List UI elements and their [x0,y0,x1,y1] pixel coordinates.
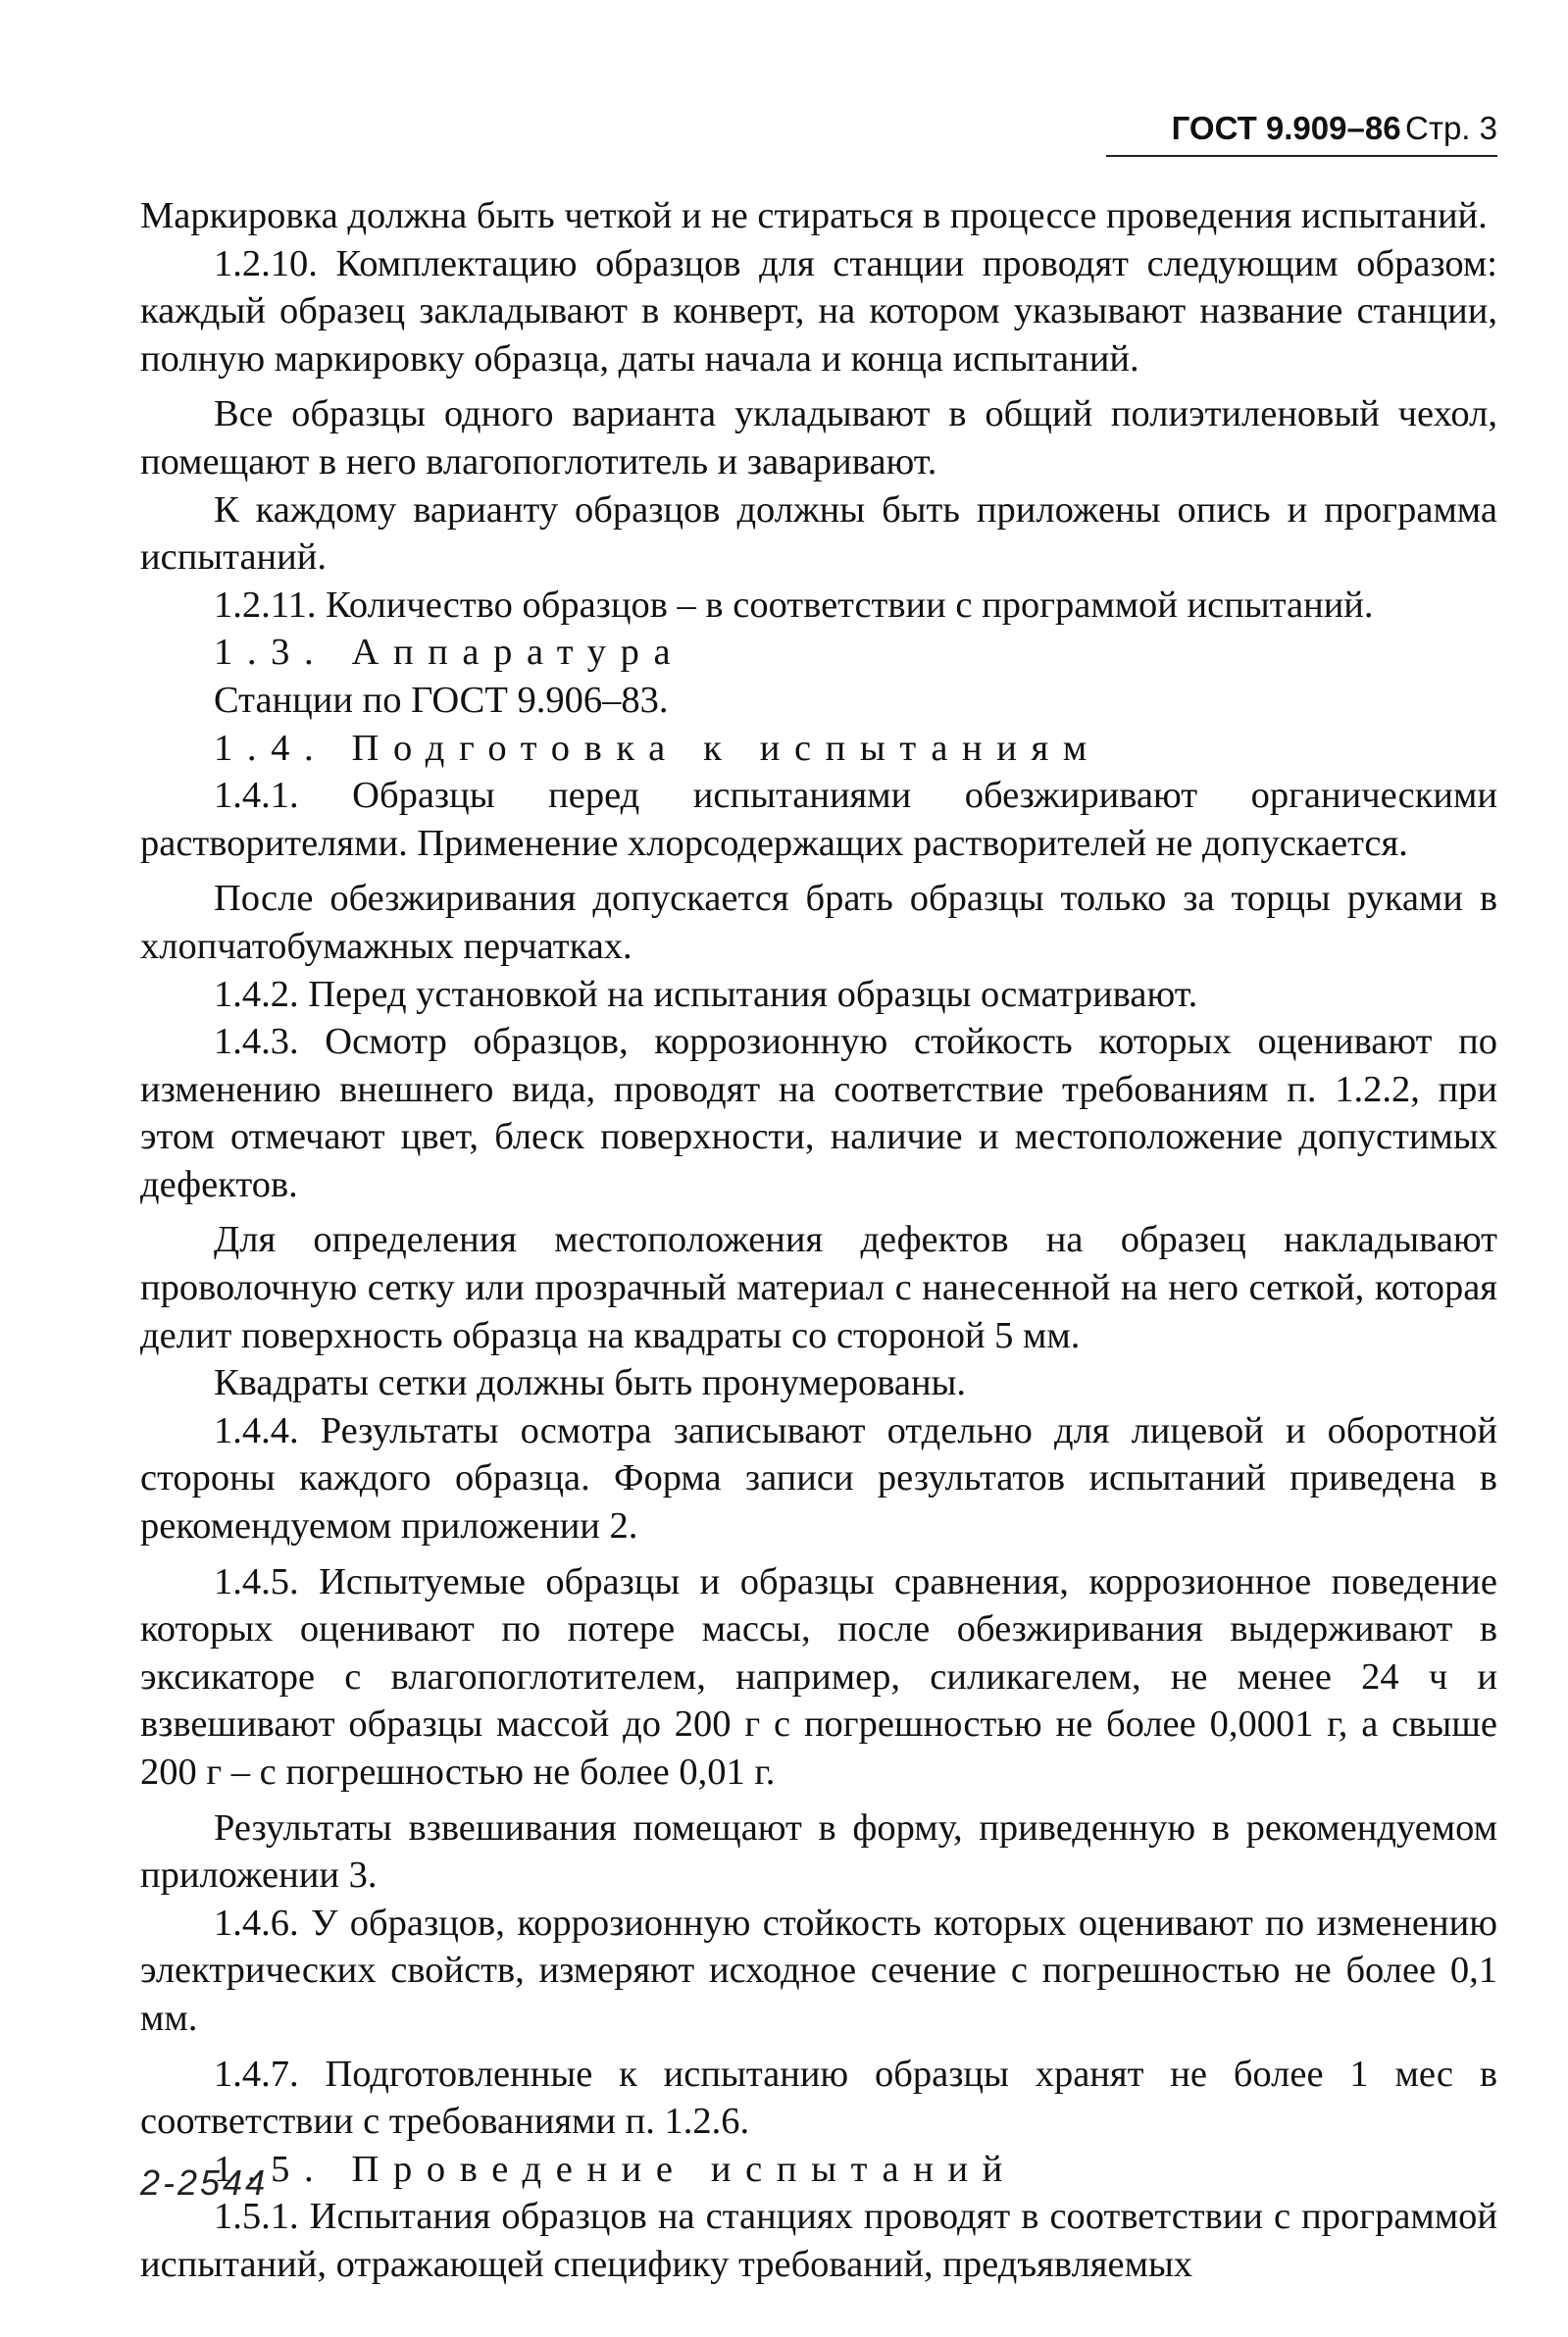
paragraph: Для определения местоположения дефектов на образец накладывают проволочную сетку или прозрачный материал с нанесенной на него сеткой, которая делит поверхность образца на квадраты со стороной 5 мм. [140,1219,1497,1356]
section-heading: 1.4. Подготовка к испытаниям [214,727,1101,769]
paragraph: К каждому варианту образцов должны быть приложены опись и программа испытаний. [140,488,1497,579]
paragraph: Квадраты сетки должны быть пронумерованы. [214,1362,967,1404]
page-header [1172,110,1497,147]
section-heading: 1.5. Проведение испытаний [214,2148,1017,2190]
paragraph: 1.4.5. Испытуемые образцы и образцы сравнения, коррозионное поведение которых оценивают по потере массы, после обезжиривания выдерживают в эксикаторе с влагопоглотителем, например, силикагелем, не менее 24 ч и взвешивают образцы массой до 200 г с погрешностью не более 0,0001 г, а свыше 200 г – с погрешностью не более 0,01 г. [140,1560,1497,1793]
paragraph: 1.2.11. Количество образцов – в соответствии с программой испытаний. [214,584,1374,626]
paragraph: Результаты взвешивания помещают в форму, приведенную в рекомендуемом приложении 3. [140,1806,1497,1897]
paragraph: Станции по ГОСТ 9.906–83. [214,679,669,721]
section-heading: 1.3. Аппаратура [214,632,685,674]
paragraph: 1.5.1. Испытания образцов на станциях проводят в соответствии с программой испытаний, отражающей специфику требований, предъявляемых [140,2196,1497,2285]
paragraph: 1.4.6. У образцов, коррозионную стойкость которых оценивают по изменению электрических свойств, измеряют исходное сечение с погрешностью не более 0,1 мм. [140,1902,1497,2039]
standard-number: ГОСТ 9.909–86 [1171,110,1401,146]
paragraph: 1.4.7. Подготовленные к испытанию образцы хранят не более 1 мес в соответствии с требованиями п. 1.2.6. [140,2053,1497,2143]
paragraph: 1.4.4. Результаты осмотра записывают отдельно для лицевой и оборотной стороны каждого образца. Форма записи результатов испытаний приведена в рекомендуемом приложении 2. [140,1409,1497,1548]
paragraph: 1.4.1. Образцы перед испытаниями обезжиривают органическими растворителями. Применение хлорсодержащих растворителей не допускается. [140,775,1497,864]
paragraph: Маркировка должна быть четкой и не стираться в процессе проведения испытаний. [140,195,1488,236]
page-number: Стр. 3 [1405,110,1497,146]
paragraph: 1.2.10. Комплектацию образцов для станции проводят следующим образом: каждый образец закладывают в конверт, на котором указывают название станции, полную маркировку образца, даты начала и конца испытаний. [140,242,1497,380]
header-rule [1106,155,1497,157]
paragraph: Все образцы одного варианта укладывают в общий полиэтиленовый чехол, помещают в него влагопоглотитель и заваривают. [140,393,1497,483]
paragraph: 1.4.2. Перед установкой на испытания образцы осматривают. [214,973,1198,1015]
document-body [140,192,1497,2289]
signature-mark: 2-2544 [140,2162,269,2203]
paragraph: После обезжиривания допускается брать образцы только за торцы руками в хлопчатобумажных перчатках. [140,878,1497,967]
paragraph: 1.4.3. Осмотр образцов, коррозионную стойкость которых оценивают по изменению внешнего вида, проводят на соответствие требованиям п. 1.2.2, при этом отмечают цвет, блеск поверхности, наличие и местоположение допустимых дефектов. [140,1021,1497,1205]
